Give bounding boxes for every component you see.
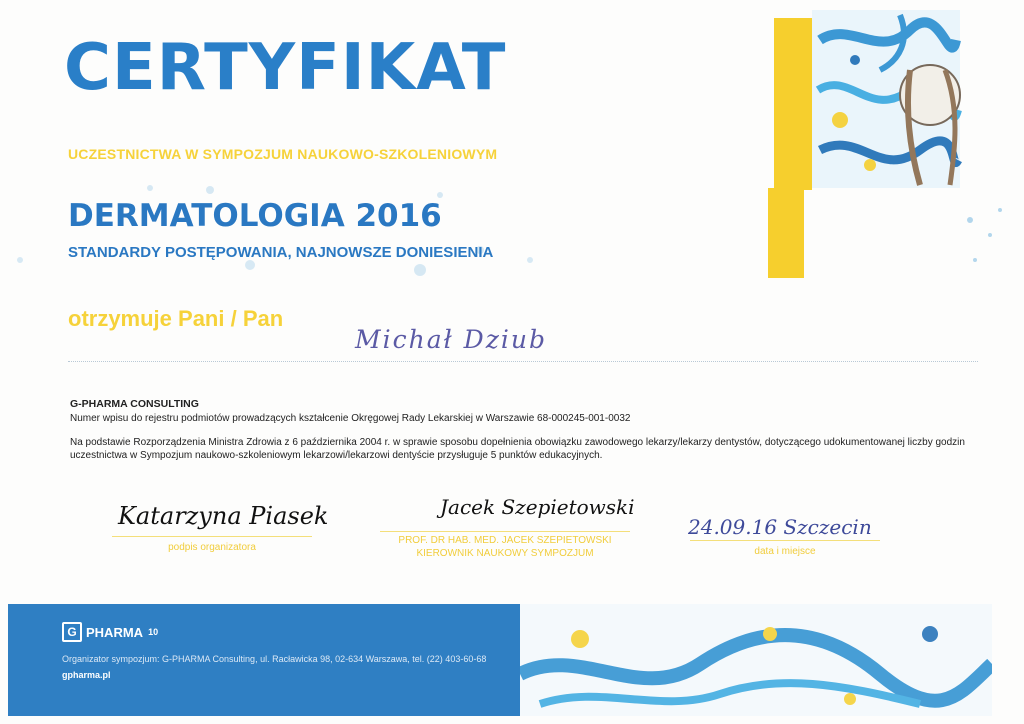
brand-logo	[62, 622, 158, 642]
brand-years-badge: 10	[148, 627, 159, 637]
certificate-subtitle: UCZESTNICTWA W SYMPOZJUM NAUKOWO-SZKOLENIOWYM	[68, 146, 498, 162]
organizer-signature-line	[112, 536, 312, 537]
legal-basis-text: Na podstawie Rozporządzenia Ministra Zdrowia z 6 października 2004 r. w sprawie sposobu dopełnienia obowiązku zawodowego lekarzy/lekarzy dentystów, dotyczącego udokumentowanej liczby godzin uczestnictwa w Sympozjum naukowo-szkoleniowym lekarzowi/lekarzowi dentyście przysługuje 5 punktów edukacyjnych.	[70, 437, 965, 461]
footer-splash-art	[520, 604, 992, 716]
organizer-signature-caption: podpis organizatora	[168, 542, 256, 553]
date-place-line	[690, 540, 880, 541]
recipient-divider	[68, 361, 978, 362]
g-logo-icon: G	[62, 622, 82, 642]
recipient-name: Michał Dziub	[355, 325, 547, 354]
footer-organizer-line: Organizator sympozjum: G-PHARMA Consulting, ul. Racławicka 98, 02-634 Warszawa, tel. (22) 403-60-68	[62, 654, 487, 664]
registry-number-text: Numer wpisu do rejestru podmiotów prowadzących kształcenie Okręgowej Rady Lekarskiej w Warszawie 68-000245-001-0032	[70, 413, 631, 424]
date-place-caption: data i miejsce	[754, 546, 816, 557]
brand-name: PHARMA	[86, 624, 144, 640]
decorative-artwork	[760, 0, 1024, 290]
date-place-handwritten: 24.09.16 Szczecin	[688, 515, 872, 539]
organizer-name: G-PHARMA CONSULTING	[70, 398, 199, 410]
director-role: KIEROWNIK NAUKOWY SYMPOZJUM	[416, 548, 594, 559]
footer-website-link[interactable]: gpharma.pl	[62, 670, 111, 680]
event-title: DERMATOLOGIA 2016	[68, 198, 442, 234]
organizer-signature: Katarzyna Piasek	[118, 502, 329, 530]
event-subtitle: STANDARDY POSTĘPOWANIA, NAJNOWSZE DONIESIENIA	[68, 244, 494, 261]
director-signature: Jacek Szepietowski	[440, 495, 635, 519]
director-signature-line	[380, 531, 630, 532]
receives-label: otrzymuje Pani / Pan	[68, 306, 284, 331]
director-name: PROF. DR HAB. MED. JACEK SZEPIETOWSKI	[398, 535, 612, 546]
certificate-title: CERTYFIKAT	[64, 31, 507, 105]
